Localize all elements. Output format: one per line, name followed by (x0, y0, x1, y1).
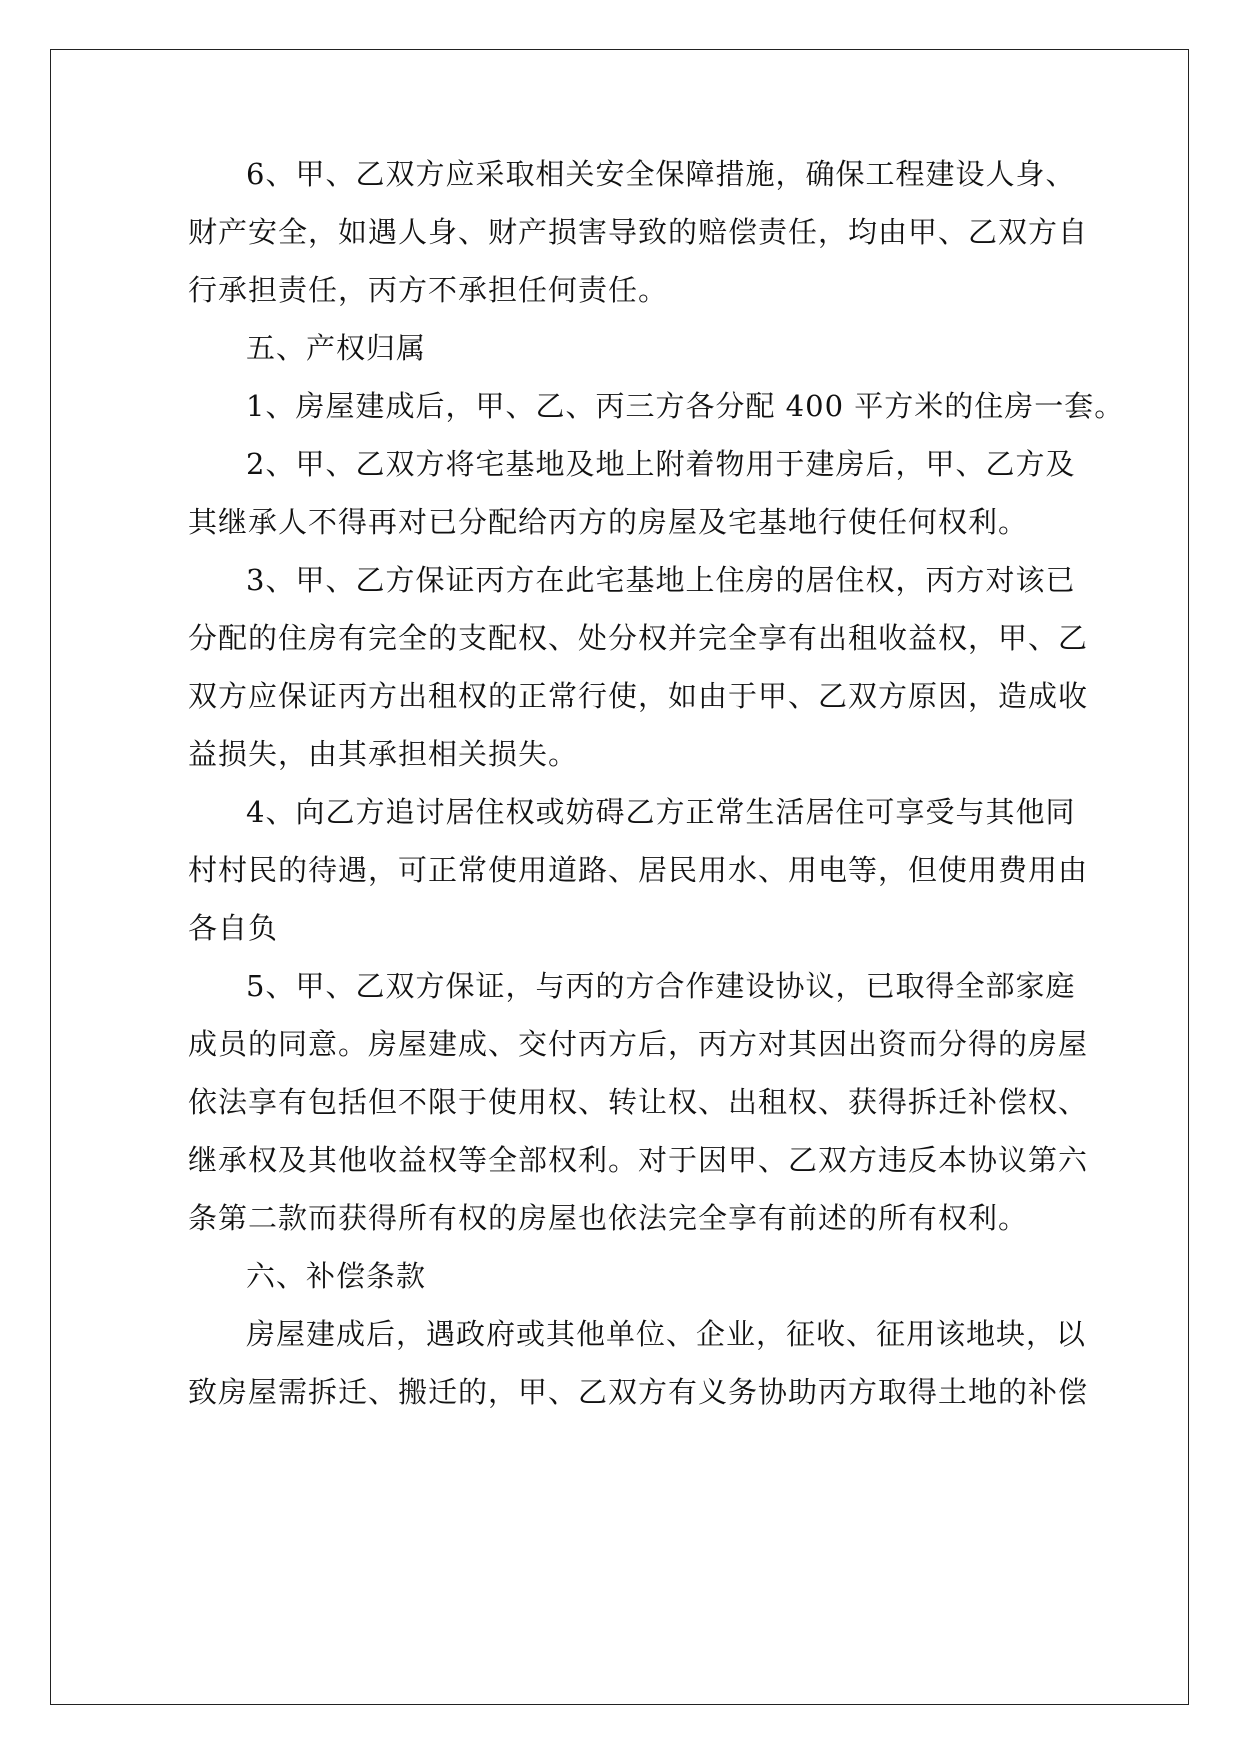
paragraph-line: 其继承人不得再对已分配给丙方的房屋及宅基地行使任何权利。 (188, 505, 1029, 539)
paragraph-line: 6、甲、乙双方应采取相关安全保障措施，确保工程建设人身、 (246, 157, 1076, 191)
paragraph-line: 依法享有包括但不限于使用权、转让权、出租权、获得拆迁补偿权、 (188, 1085, 1089, 1119)
paragraph-line: 1、房屋建成后，甲、乙、丙三方各分配 400 平方米的住房一套。 (246, 389, 1125, 423)
paragraph-line: 财产安全，如遇人身、财产损害导致的赔偿责任，均由甲、乙双方自 (188, 215, 1089, 249)
paragraph-line: 4、向乙方追讨居住权或妨碍乙方正常生活居住可享受与其他同 (246, 795, 1076, 829)
paragraph-line: 行承担责任，丙方不承担任何责任。 (188, 273, 669, 307)
paragraph-line: 房屋建成后，遇政府或其他单位、企业，征收、征用该地块，以 (246, 1317, 1087, 1351)
paragraph-line: 2、甲、乙双方将宅基地及地上附着物用于建房后，甲、乙方及 (246, 447, 1076, 481)
paragraph-line: 分配的住房有完全的支配权、处分权并完全享有出租收益权，甲、乙 (188, 621, 1089, 655)
paragraph-line: 5、甲、乙双方保证，与丙的方合作建设协议，已取得全部家庭 (246, 969, 1076, 1003)
paragraph-line: 各自负 (188, 911, 279, 945)
paragraph-line: 村村民的待遇，可正常使用道路、居民用水、用电等，但使用费用由 (188, 853, 1089, 887)
paragraph-line: 3、甲、乙方保证丙方在此宅基地上住房的居住权，丙方对该已 (246, 563, 1076, 597)
paragraph-line: 益损失，由其承担相关损失。 (188, 737, 579, 771)
paragraph-line: 条第二款而获得所有权的房屋也依法完全享有前述的所有权利。 (188, 1201, 1029, 1235)
paragraph-line: 致房屋需拆迁、搬迁的，甲、乙双方有义务协助丙方取得土地的补偿 (188, 1375, 1089, 1409)
section-heading: 六、补偿条款 (246, 1259, 427, 1293)
paragraph-line: 继承权及其他收益权等全部权利。对于因甲、乙双方违反本协议第六 (188, 1143, 1089, 1177)
paragraph-line: 成员的同意。房屋建成、交付丙方后，丙方对其因出资而分得的房屋 (188, 1027, 1089, 1061)
section-heading: 五、产权归属 (246, 331, 427, 365)
paragraph-line: 双方应保证丙方出租权的正常行使，如由于甲、乙双方原因，造成收 (188, 679, 1089, 713)
